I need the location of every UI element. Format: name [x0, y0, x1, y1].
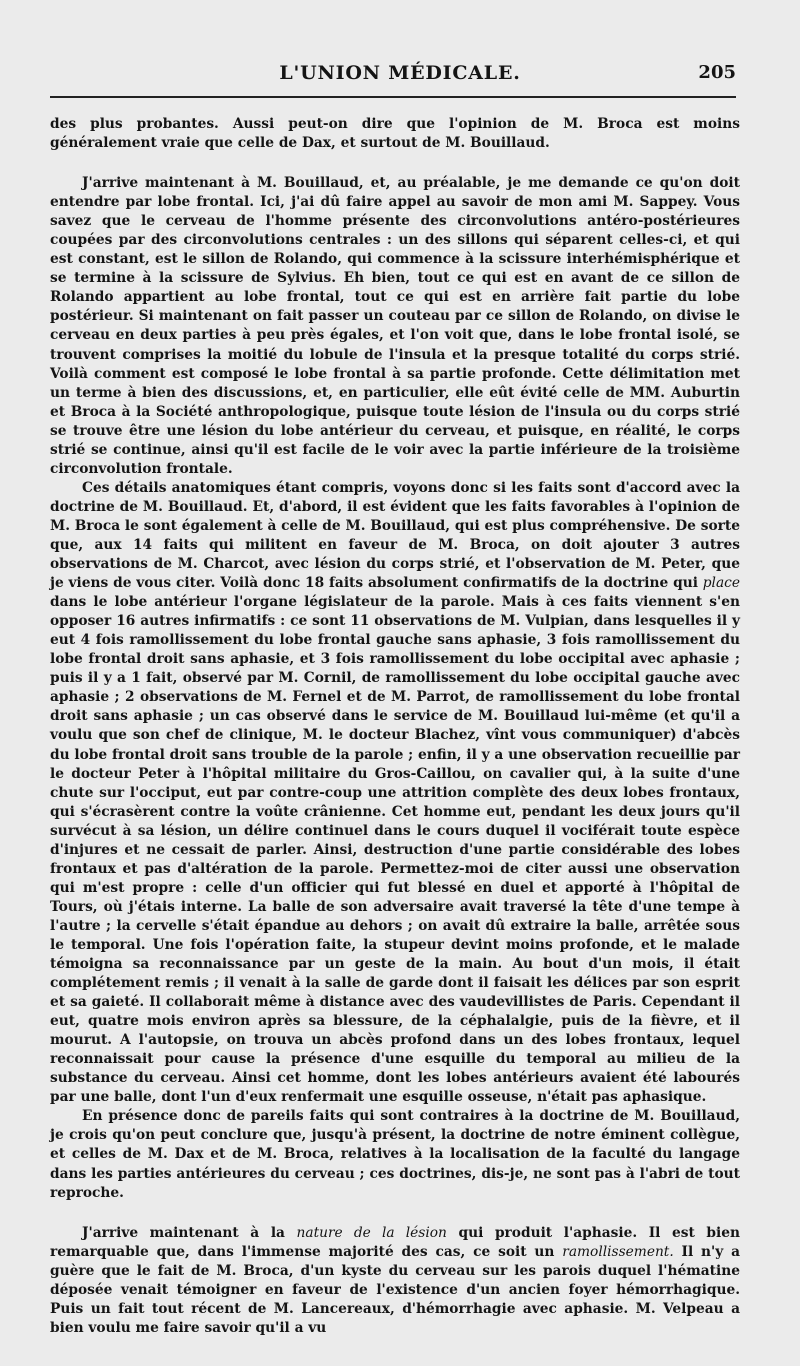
text-run: Il n'y a guère que le fait de M. Broca, d'un kyste du cerveau sur les parois duquel l'hématine déposée venait témoigner en faveur de l'existence d'un ancien foyer hémorrhagique. Puis un fait tout récent de M. Lancereaux, d'hémorrhagie avec aphasie. M. Velpeau a bien voulu me faire savoir qu'il a vu	[50, 1243, 740, 1336]
page-number: 205	[698, 62, 736, 83]
text-run: qui produit l'aphasie. Il est bien remarquable que, dans l'immense majorité des cas, ce soit un	[50, 1224, 740, 1260]
paragraph: des plus probantes. Aussi peut-on dire que l'opinion de M. Broca est moins généralement vraie que celle de Dax, et surtout de M. Bouillaud.	[50, 116, 740, 152]
article-body	[50, 115, 740, 1338]
italic-text: ramollissement.	[562, 1243, 674, 1260]
text-run: Ces détails anatomiques étant compris, voyons donc si les faits sont d'accord avec la doctrine de M. Bouillaud. Et, d'abord, il est évident que les faits favorables à l'opinion de M. Broca le sont également à celle de M. Bouillaud, qui est plus compréhensive. De sorte que, aux 14 faits qui militent en faveur de M. Broca, on doit ajouter 3 autres observations de M. Charcot, avec lésion du corps strié, et l'observation de M. Peter, que je viens de vous citer. Voilà donc 18 faits absolument confirmatifs de la doctrine qui	[50, 479, 740, 592]
page-header	[0, 62, 800, 88]
italic-text: place	[702, 575, 740, 592]
text-run: dans le lobe antérieur l'organe législateur de la parole. Mais à ces faits viennent s'en opposer 16 autres infirmatifs : ce sont 11 observations de M. Vulpian, dans lesquelles il y eut 4 fois ramollissement du lobe frontal gauche sans aphasie, 3 fois ramollissement du lobe frontal droit sans aphasie, et 3 fois ramollissement du lobe occipital avec aphasie ; puis il y a 1 fait, observé par M. Cornil, de ramollissement du lobe occipital gauche avec aphasie ; 2 observations de M. Fernel et de M. Parrot, de ramollissement du lobe frontal droit sans aphasie ; un cas observé dans le service de M. Bouillaud lui-même (et qu'il a voulu que son chef de clinique, M. le docteur Blachez, vînt vous communiquer) d'abcès du lobe frontal droit sans trouble de la parole ; enfin, il y a une observation recueillie par le docteur Peter à l'hôpital militaire du Gros-Caillou, on cavalier qui, à la suite d'une chute sur l'occiput, eut par contre-coup une attrition complète des deux lobes frontaux, qui s'écrasèrent contre la voûte crânienne. Cet homme eut, pendant les deux jours qu'il survécut à sa lésion, un délire continuel dans le cours duquel il vociférait toute espèce d'injures et ne cessait de parler. Ainsi, destruction d'une partie considérable des lobes frontaux et pas d'altération de la parole. Permettez-moi de citer aussi une observation qui m'est propre : celle d'un officier qui fut blessé en duel et apporté à l'hôpital de Tours, où j'étais interne. La balle de son adversaire avait traversé la tête d'une tempe à l'autre ; la cervelle s'était épandue au dehors ; on avait dû extraire la balle, arrêtée sous le temporal. Une fois l'opération faite, la stupeur devint moins profonde, et le malade témoigna sa reconnaissance par un geste de la main. Au bout d'un mois, il était complétement remis ; il venait à la salle de garde dont il faisait les délices par son esprit et sa gaieté. Il collaborait même à distance avec des vaudevillistes de Paris. Cependant il eut, quatre mois environ après sa blessure, de la céphalalgie, puis de la fièvre, et il mourut. A l'autopsie, on trouva un abcès profond dans un des lobes frontaux, lequel reconnaissait pour cause la présence d'une esquille du temporal au milieu de la substance du cerveau. Ainsi cet homme, dont les lobes antérieurs avaient été labourés par une balle, dont l'un d'eux renfermait une esquille osseuse, n'était pas aphasique.	[50, 594, 740, 1106]
running-title: L'UNION MÉDICALE.	[279, 62, 521, 84]
text-run: J'arrive maintenant à la	[82, 1224, 297, 1241]
italic-text: nature de la lésion	[296, 1224, 447, 1241]
paragraph	[50, 1224, 740, 1338]
paragraph: J'arrive maintenant à M. Bouillaud, et, au préalable, je me demande ce qu'on doit entendre par lobe frontal. Ici, j'ai dû faire appel au savoir de mon ami M. Sappey. Vous savez que le cerveau de l'homme présente des circonvolutions antéro-postérieures coupées par des circonvolutions centrales : un des sillons qui séparent celles-ci, et qui est constant, est le sillon de Rolando, qui commence à la scissure interhémisphérique et se termine à la scissure de Sylvius. Eh bien, tout ce qui est en avant de ce sillon de Rolando appartient au lobe frontal, tout ce qui est en arrière fait partie du lobe postérieur. Si maintenant on fait passer un couteau par ce sillon de Rolando, on divise le cerveau en deux parties à peu près égales, et l'on voit que, dans le lobe frontal isolé, se trouvent comprises la moitié du lobule de l'insula et la presque totalité du corps strié. Voilà comment est composé le lobe frontal à sa partie profonde. Cette délimitation met un terme à bien des discussions, et, en particulier, elle eût évité celle de MM. Auburtin et Broca à la Société anthropologique, puisque toute lésion de l'insula ou du corps strié se trouve être une lésion du lobe antérieur du cerveau, et puisque, en réalité, le corps strié se continue, ainsi qu'il est facile de le voir avec la partie inférieure de la troisième circonvolution frontale.	[50, 175, 740, 477]
header-rule	[50, 96, 736, 98]
paragraph: En présence donc de pareils faits qui sont contraires à la doctrine de M. Bouillaud, je crois qu'on peut conclure que, jusqu'à présent, la doctrine de notre éminent collègue, et celles de M. Dax et de M. Broca, relatives à la localisation de la faculté du langage dans les parties antérieures du cerveau ; ces doctrines, dis-je, ne sont pas à l'abri de tout reproche.	[50, 1108, 740, 1201]
paragraph	[50, 479, 740, 1108]
